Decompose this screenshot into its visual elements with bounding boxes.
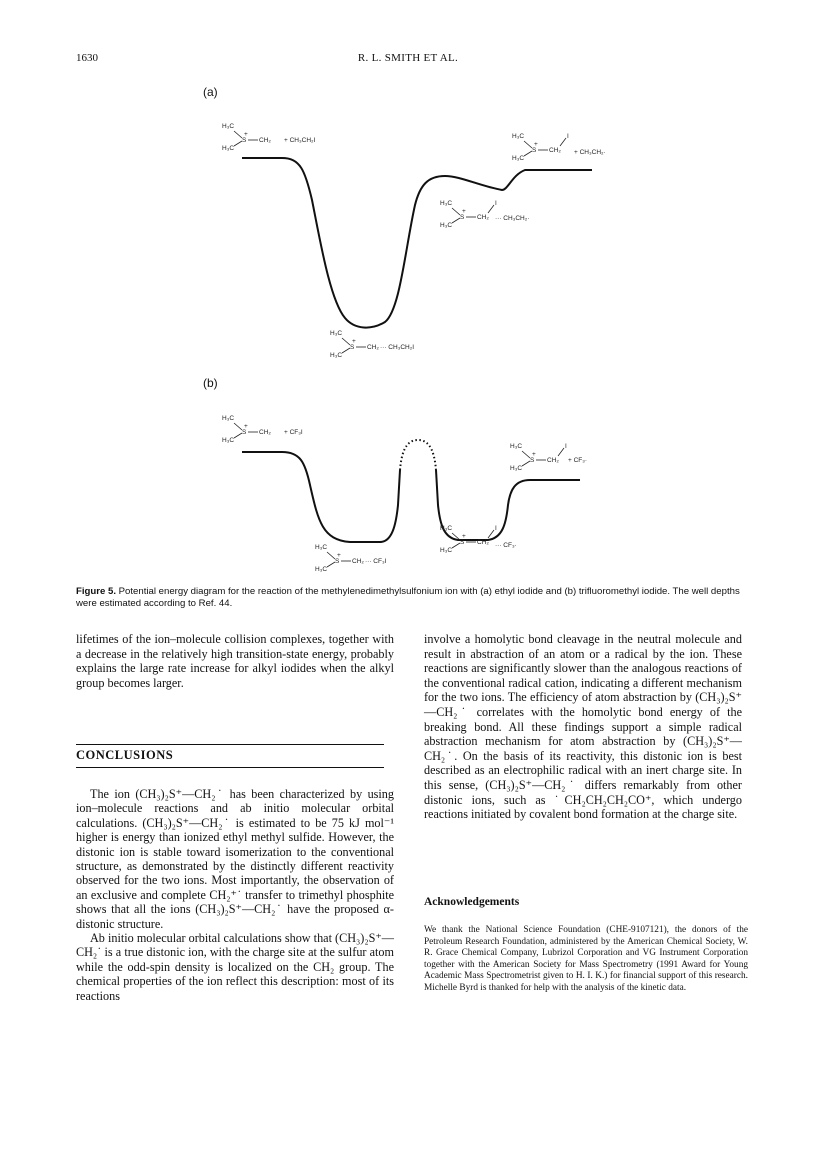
- molecule-b-products: [510, 443, 587, 472]
- molecule-label: S: [532, 147, 537, 154]
- molecule-label: H₃C: [440, 200, 453, 207]
- molecule-label: H₃C: [315, 566, 328, 573]
- molecule-label: H₃C: [512, 155, 525, 162]
- bond-line: [452, 218, 460, 223]
- molecule-label: H₃C: [315, 544, 328, 551]
- molecule-label: S: [460, 539, 465, 546]
- molecule-label: H₃C: [330, 330, 343, 337]
- molecule-label: S: [530, 457, 535, 464]
- left-paragraph: lifetimes of the ion–molecule collision complexes, together with a decrease in the relatively high transition-state energy, probably explains the large rate increase for alkyl iodides when the alkyl group becomes larger.: [76, 632, 394, 690]
- molecule-label: I: [495, 200, 497, 207]
- bond-line: [522, 451, 530, 458]
- molecule-label: CH₂: [549, 147, 561, 154]
- molecule-label: H₃C: [440, 547, 453, 554]
- product-partner: + CF₃·: [568, 457, 588, 464]
- left-column: [76, 632, 394, 690]
- complex-partner: ··· CH₃CH₂·: [495, 215, 530, 222]
- plus-sign: +: [244, 131, 248, 138]
- molecule-label: I: [567, 133, 569, 140]
- bond-line: [558, 448, 564, 456]
- molecule-label: +: [462, 533, 466, 540]
- molecule-label: H₃C: [330, 352, 343, 359]
- molecule-label: H₃C: [440, 222, 453, 229]
- complex-partner: ··· CH₃CH₂I: [380, 344, 415, 351]
- reactant-partner: + CF₃I: [284, 429, 303, 436]
- h3c-label: H₃C: [222, 123, 235, 130]
- bond-line: [234, 433, 242, 438]
- bond-line: [522, 461, 530, 466]
- bond-line: [488, 530, 494, 538]
- reactant-partner: + CH₃CH₂I: [284, 137, 316, 144]
- molecule-b-complex-product: [440, 525, 517, 554]
- caption-label: Figure 5.: [76, 586, 116, 597]
- molecule-b-complex-deep: [315, 544, 387, 573]
- bond-line: [452, 208, 460, 215]
- complex-partner: ··· CF₃I: [365, 558, 387, 565]
- molecule-label: CH₂: [352, 558, 364, 565]
- molecule-label: +: [462, 208, 466, 215]
- panel-b-label: (b): [203, 376, 218, 390]
- bond-line: [327, 552, 335, 559]
- molecule-label: +: [337, 552, 341, 559]
- energy-curve-a: [242, 158, 592, 328]
- conclusions-heading: CONCLUSIONS: [76, 744, 384, 768]
- right-paragraph: involve a homolytic bond cleavage in the neutral molecule and result in abstraction of an atom or a radical by the ion. These reactions are significantly slower than the analogous reactions of the conventional radical cation, indicating a different mechanism for the two ions. The efficiency of atom abstraction by (CH₃)₂S⁺—CH₂˙ correlates with the homolytic bond energy of the breaking bond. All these findings support a simple radical abstraction mechanism for atom abstraction by (CH₃)₂S⁺—CH₂˙. On the basis of its reactivity, this distonic ion is best described as an electrophilic radical with an inert charge site. In this sense, (CH₃)₂S⁺—CH₂˙ differs remarkably from other distonic ions, such as ˙CH₂CH₂CH₂CO⁺, which undergo reactions initiated by covalent bond formation at the charge site.: [424, 632, 742, 822]
- page-number: 1630: [76, 52, 98, 64]
- conclusions-paragraph-1: The ion (CH₃)₂S⁺—CH₂˙ has been characterized by using ion–molecule reactions and ab initio molecular orbital calculations. (CH₃)₂S⁺—CH₂˙ is estimated to be 75 kJ mol⁻¹ higher is energy than ionized ethyl methyl sulfide. However, the distonic ion is stable toward isomerization to the conventional structure, as demonstrated by the distinctly different reactivity observed for the two ions. Most importantly, the observation of an exclusive and complete CH₂⁺˙ transfer to trimethyl phosphite shows that all the ions (CH₃)₂S⁺—CH₂˙ have the proposed α-distonic structure.: [76, 787, 394, 931]
- acknowledgements-heading: Acknowledgements: [424, 896, 520, 908]
- bond-line: [524, 151, 532, 156]
- molecule-label: H₃C: [512, 133, 525, 140]
- molecule-a-reactants: [222, 123, 316, 152]
- running-head: R. L. SMITH ET AL.: [357, 52, 459, 64]
- conclusions-body: [76, 787, 394, 1003]
- bond-line: [524, 141, 532, 148]
- energy-curve-b-right: [436, 470, 580, 540]
- bond-line: [234, 423, 242, 430]
- transition-state-dotted: [400, 440, 436, 470]
- molecule-label: I: [565, 443, 567, 450]
- molecule-label: H₃C: [222, 415, 235, 422]
- molecule-b-reactants: [222, 415, 303, 444]
- molecule-label: +: [244, 423, 248, 430]
- molecule-label: I: [495, 525, 497, 532]
- bond-line: [342, 338, 350, 345]
- h3c-label: H₃C: [222, 145, 235, 152]
- molecule-a-complex-deep: [330, 330, 414, 359]
- sulfur-label: S: [242, 137, 247, 144]
- molecule-label: S: [335, 558, 340, 565]
- energy-curve-b: [242, 452, 400, 542]
- molecule-label: H₃C: [222, 437, 235, 444]
- figure-caption: [76, 586, 740, 610]
- bond-line: [488, 205, 494, 213]
- complex-partner: ··· CF₃·: [495, 542, 517, 549]
- molecule-label: H₃C: [510, 443, 523, 450]
- right-column: [424, 632, 742, 822]
- conclusions-paragraph-2: Ab initio molecular orbital calculations show that (CH₃)₂S⁺—CH₂˙ is a true distonic ion, with the charge site at the sulfur atom while the odd-spin density is localized on the CH₂ group. The chemical properties of the ion reflect this description: most of its reactions: [76, 931, 394, 1003]
- molecule-label: +: [352, 338, 356, 345]
- molecule-label: H₃C: [510, 465, 523, 472]
- bond-line: [342, 348, 350, 353]
- molecule-label: S: [460, 214, 465, 221]
- bond-line: [327, 562, 335, 567]
- ch2-label: CH₂: [259, 137, 271, 144]
- molecule-label: H₃C: [440, 525, 453, 532]
- bond-line: [560, 138, 566, 146]
- molecule-label: +: [532, 451, 536, 458]
- bond-line: [234, 141, 242, 146]
- molecule-label: S: [350, 344, 355, 351]
- molecule-a-products: [512, 133, 606, 162]
- molecule-label: CH₂: [367, 344, 379, 351]
- molecule-a-complex-product: [440, 200, 529, 229]
- molecule-label: S: [242, 429, 247, 436]
- molecule-label: CH₂: [477, 539, 489, 546]
- molecule-label: +: [534, 141, 538, 148]
- molecule-label: CH₂: [547, 457, 559, 464]
- molecule-label: CH₂: [259, 429, 271, 436]
- product-partner: + CH₃CH₂·: [574, 149, 606, 156]
- molecule-label: CH₂: [477, 214, 489, 221]
- caption-text: Potential energy diagram for the reaction of the methylenedimethylsulfonium ion with (a) ethyl iodide and (b) trifluoromethyl iodide. The well depths were estimated according to Ref. 44.: [76, 586, 740, 609]
- panel-a-label: (a): [203, 85, 218, 99]
- bond-line: [452, 543, 460, 548]
- acknowledgements-body: We thank the National Science Foundation (CHE-9107121), the donors of the Petroleum Research Foundation, administered by the American Chemical Society, W. R. Grace Chemical Company, Lubrizol Corporation and VG Instrument Corporation together with the American Society for Mass Spectrometry (1991 Award for Young Academic Mass Spectrometrist given to H. I. K.) for financial support of this research. Michelle Byrd is thanked for help with the analysis of the kinetic data.: [424, 925, 748, 993]
- bond-line: [234, 131, 242, 138]
